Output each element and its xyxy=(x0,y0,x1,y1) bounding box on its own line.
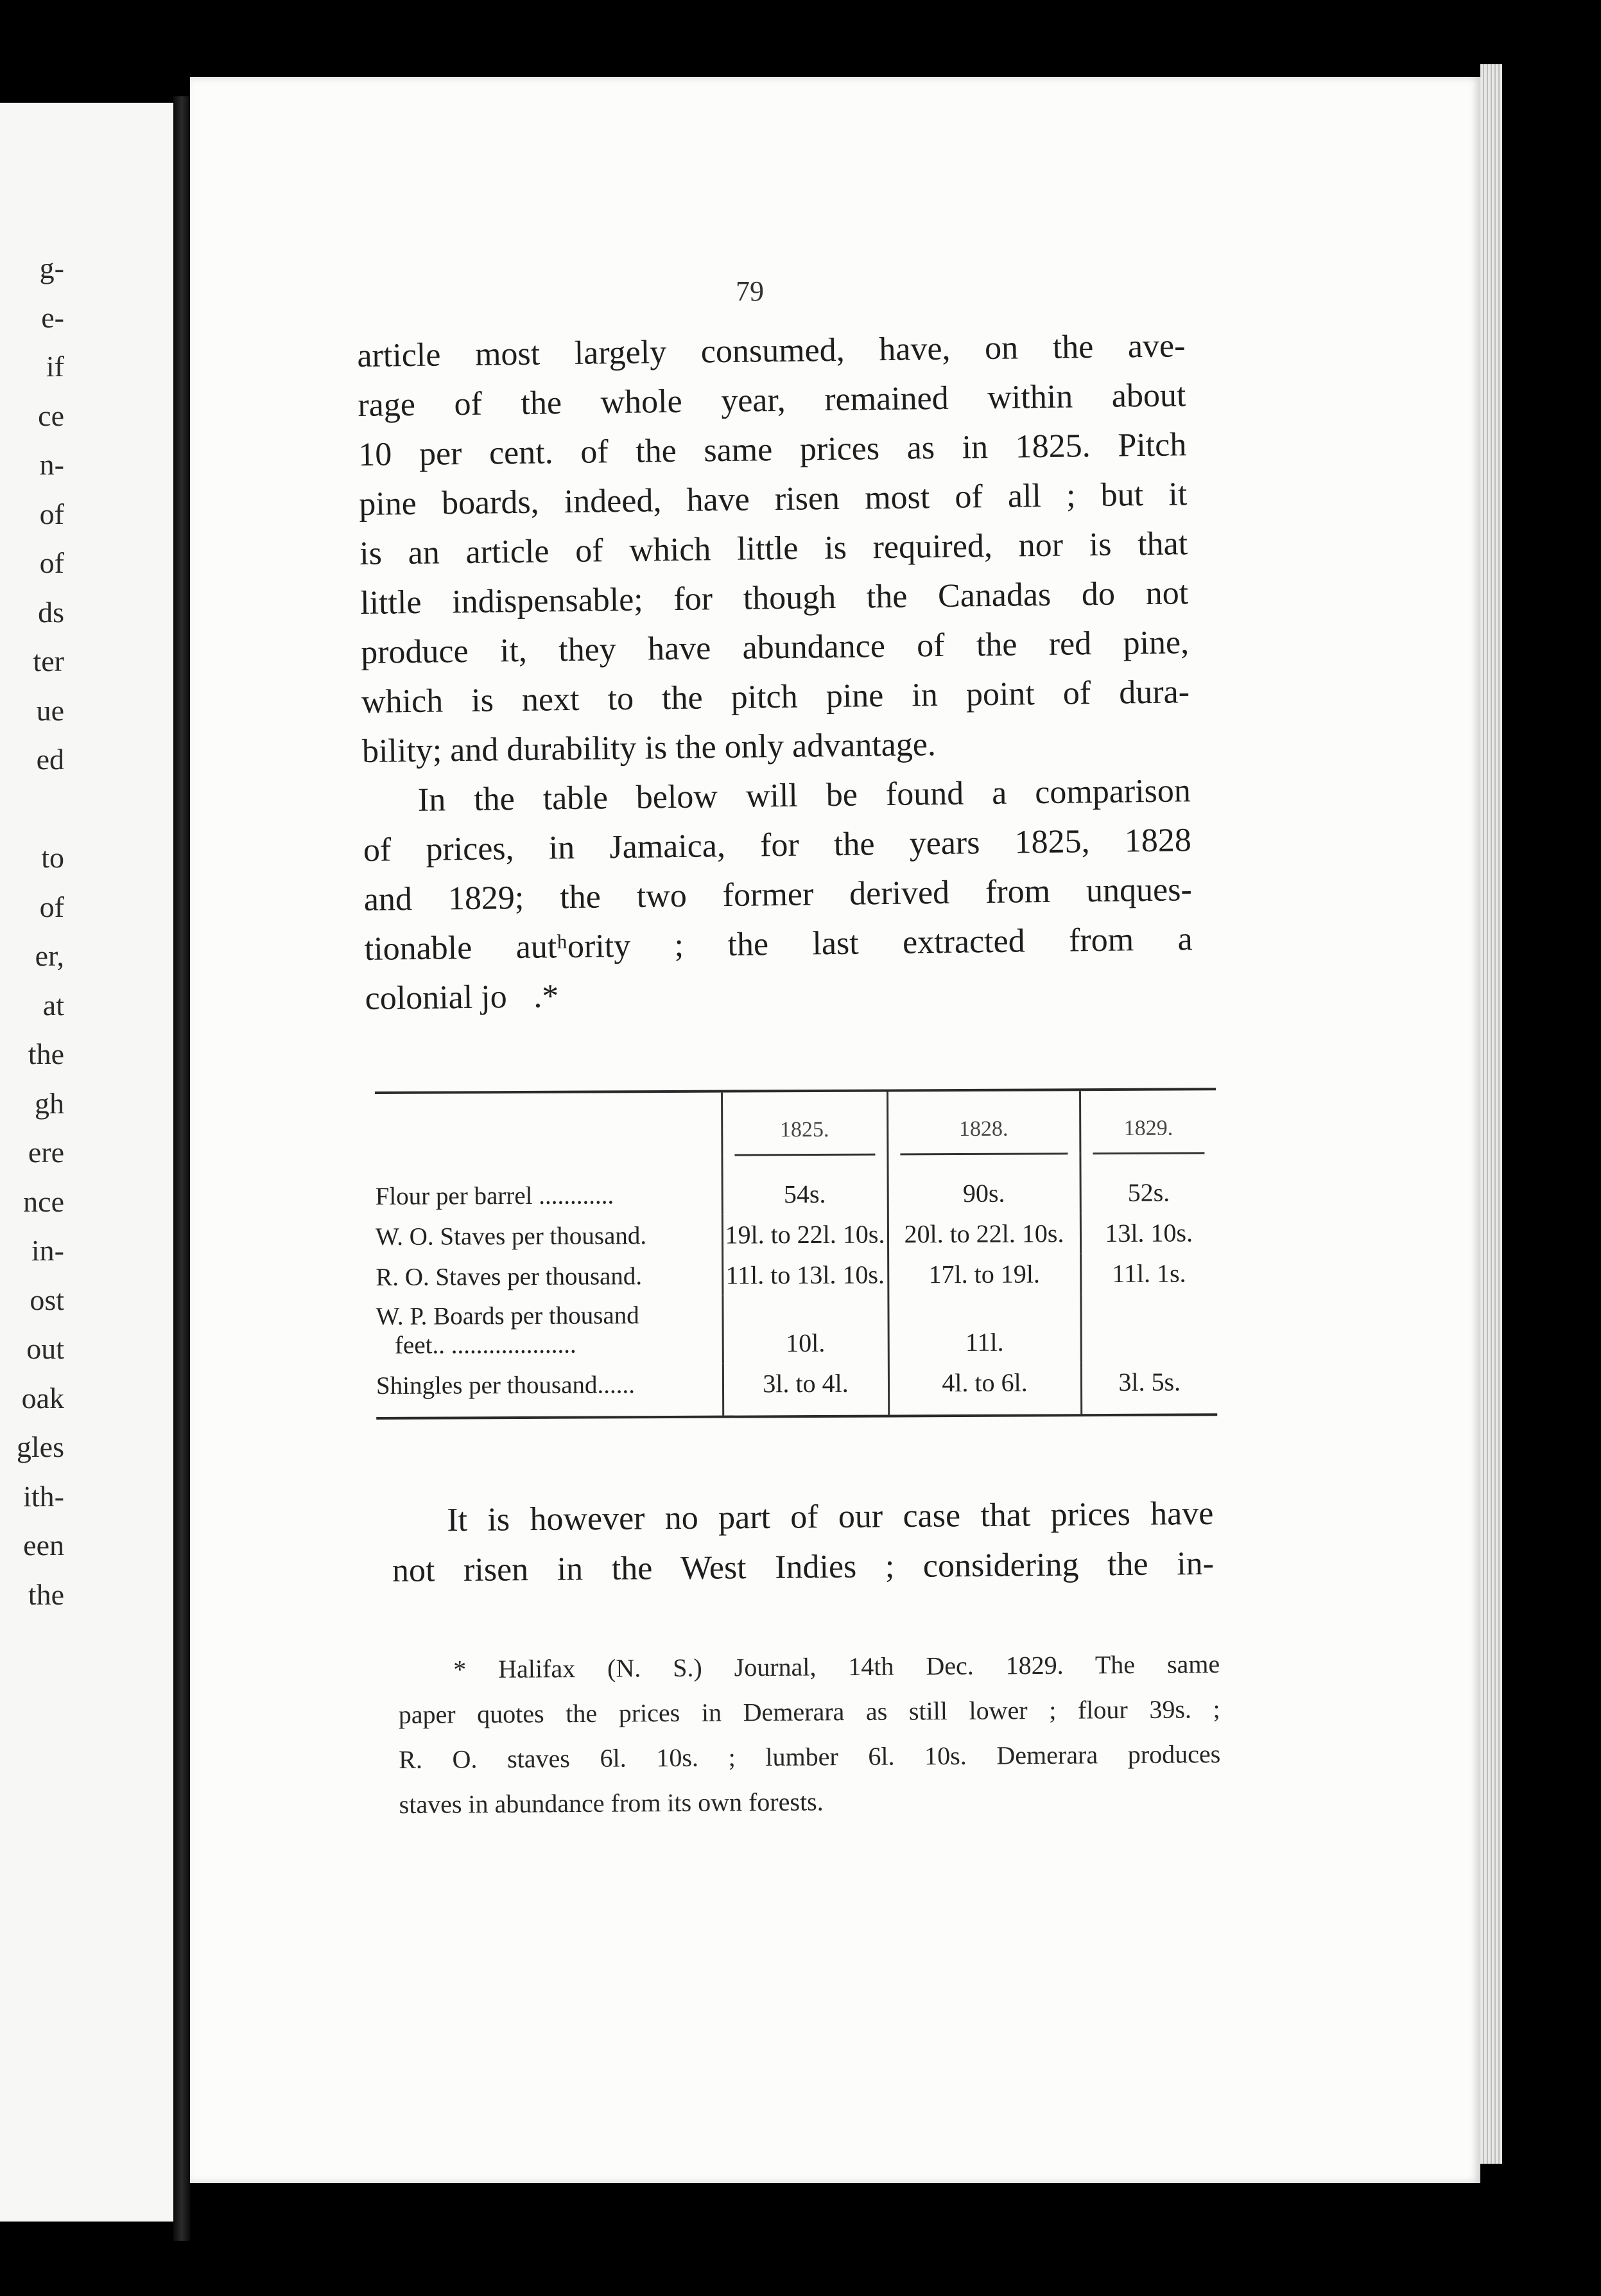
text-line: is an article of which little is required, nor is that xyxy=(359,525,1188,572)
row-label: W. O. Staves per thousand. xyxy=(375,1222,647,1251)
footnote xyxy=(398,1642,1221,1827)
text-line: article most largely consumed, have, on the ave- xyxy=(357,327,1186,374)
left-fragment-line: ter xyxy=(33,645,64,677)
row-label: Shingles per thousand...... xyxy=(376,1371,636,1400)
text-line: rage of the whole year, remained within about xyxy=(358,377,1186,424)
row-label: W. P. Boards per thousand feet.. .................... xyxy=(376,1301,639,1359)
text-line: colonial jo .* xyxy=(365,978,559,1017)
text-line: tionable autʰority ; the last extracted from a xyxy=(364,921,1193,968)
left-fragment-line: een xyxy=(23,1529,64,1561)
page-number: 79 xyxy=(736,275,764,307)
table-row xyxy=(376,1361,1217,1417)
left-fragment-line: ce xyxy=(38,399,64,432)
text-line: bility; and durability is the only advantage. xyxy=(361,726,937,770)
price-cell-1825: 19l. to 22l. 10s. xyxy=(722,1214,888,1255)
table-row xyxy=(375,1154,1216,1216)
price-cell-1829 xyxy=(1080,1293,1216,1362)
price-cell-1829: 3l. 5s. xyxy=(1081,1361,1217,1414)
price-cell-1828: 17l. to 19l. xyxy=(888,1253,1080,1294)
footnote-line: staves in abundance from its own forests. xyxy=(399,1787,824,1819)
left-fragment-line: ith- xyxy=(23,1479,64,1513)
left-page-text-fragment xyxy=(0,244,64,1619)
footnote-line: paper quotes the prices in Demerara as still lower ; flour 39s. ; xyxy=(398,1694,1220,1729)
page-edges xyxy=(1480,64,1502,2164)
price-cell-1825: 10l. xyxy=(722,1295,888,1364)
text-line: It is however no part of our case that prices have xyxy=(447,1495,1214,1539)
left-fragment-line: gh xyxy=(35,1086,64,1120)
left-fragment-line: ed xyxy=(36,743,64,776)
column-header-1828: 1828. xyxy=(887,1091,1080,1153)
column-header-1829: 1829. xyxy=(1080,1090,1216,1152)
left-fragment-line: nce xyxy=(23,1185,64,1218)
left-fragment-line: to xyxy=(41,841,64,874)
text-line: little indispensable; for though the Canadas do not xyxy=(359,575,1189,622)
price-cell-1825: 11l. to 13l. 10s. xyxy=(722,1255,888,1296)
price-cell-1825: 54s. xyxy=(722,1156,887,1215)
left-fragment-line: n- xyxy=(39,448,64,481)
table-grid xyxy=(375,1090,1217,1417)
price-comparison-table xyxy=(375,1088,1217,1420)
left-fragment-line: the xyxy=(28,1578,64,1611)
left-fragment-line: at xyxy=(42,988,64,1022)
left-fragment-line: er, xyxy=(35,939,64,972)
text-line: of prices, in Jamaica, for the years 1825, 1828 xyxy=(363,822,1192,869)
price-cell-1828: 90s. xyxy=(887,1154,1080,1213)
left-fragment-line: g- xyxy=(39,252,64,284)
left-fragment-line: oak xyxy=(21,1381,64,1414)
price-cell-1829: 52s. xyxy=(1080,1154,1216,1213)
price-cell-1828: 11l. xyxy=(888,1294,1080,1362)
main-text xyxy=(357,321,1193,1023)
text-line: 10 per cent. of the same prices as in 1825. Pitch xyxy=(358,426,1187,473)
left-fragment-line: if xyxy=(46,350,64,383)
price-cell-1829: 11l. 1s. xyxy=(1080,1253,1216,1294)
row-label: Flour per barrel ............ xyxy=(375,1181,614,1210)
column-header-1825: 1825. xyxy=(722,1092,887,1154)
text-line: not risen in the West Indies ; considering the in- xyxy=(392,1545,1215,1589)
left-fragment-line: of xyxy=(39,497,64,530)
left-fragment-line: ost xyxy=(30,1283,64,1316)
text-line: and 1829; the two former derived from unques- xyxy=(363,871,1193,918)
table-row xyxy=(376,1212,1216,1257)
closing-text xyxy=(392,1489,1214,1596)
left-fragment-line: of xyxy=(39,546,64,579)
left-fragment-line: of xyxy=(39,890,64,923)
left-fragment-line: ue xyxy=(36,693,64,727)
price-cell-1829: 13l. 10s. xyxy=(1080,1212,1216,1253)
left-fragment-line: out xyxy=(26,1332,64,1365)
footnote-line: * Halifax (N. S.) Journal, 14th Dec. 1829. The same xyxy=(453,1649,1220,1684)
text-line: produce it, they have abundance of the red pine, xyxy=(360,624,1190,671)
table-row xyxy=(376,1293,1216,1365)
price-cell-1825: 3l. to 4l. xyxy=(723,1363,888,1416)
text-line: pine boards, indeed, have risen most of all ; but it xyxy=(358,476,1188,523)
footnote-line: R. O. staves 6l. 10s. ; lumber 6l. 10s. Demerara produces xyxy=(399,1739,1221,1774)
left-fragment-line: gles xyxy=(16,1431,64,1463)
left-fragment-line: ere xyxy=(28,1136,64,1169)
text-line: In the table below will be found a comparison xyxy=(417,772,1191,819)
price-cell-1828: 20l. to 22l. 10s. xyxy=(888,1213,1080,1254)
book-binding xyxy=(173,96,190,2241)
row-label: R. O. Staves per thousand. xyxy=(376,1262,643,1291)
text-line: which is next to the pitch pine in point of dura- xyxy=(361,674,1190,720)
table-row xyxy=(376,1253,1216,1297)
left-fragment-line: e- xyxy=(41,300,64,334)
left-fragment-line xyxy=(0,785,64,834)
left-fragment-line: the xyxy=(28,1038,64,1070)
left-fragment-line: ds xyxy=(38,595,64,629)
left-fragment-line: in- xyxy=(31,1234,64,1267)
price-cell-1828: 4l. to 6l. xyxy=(888,1362,1081,1414)
